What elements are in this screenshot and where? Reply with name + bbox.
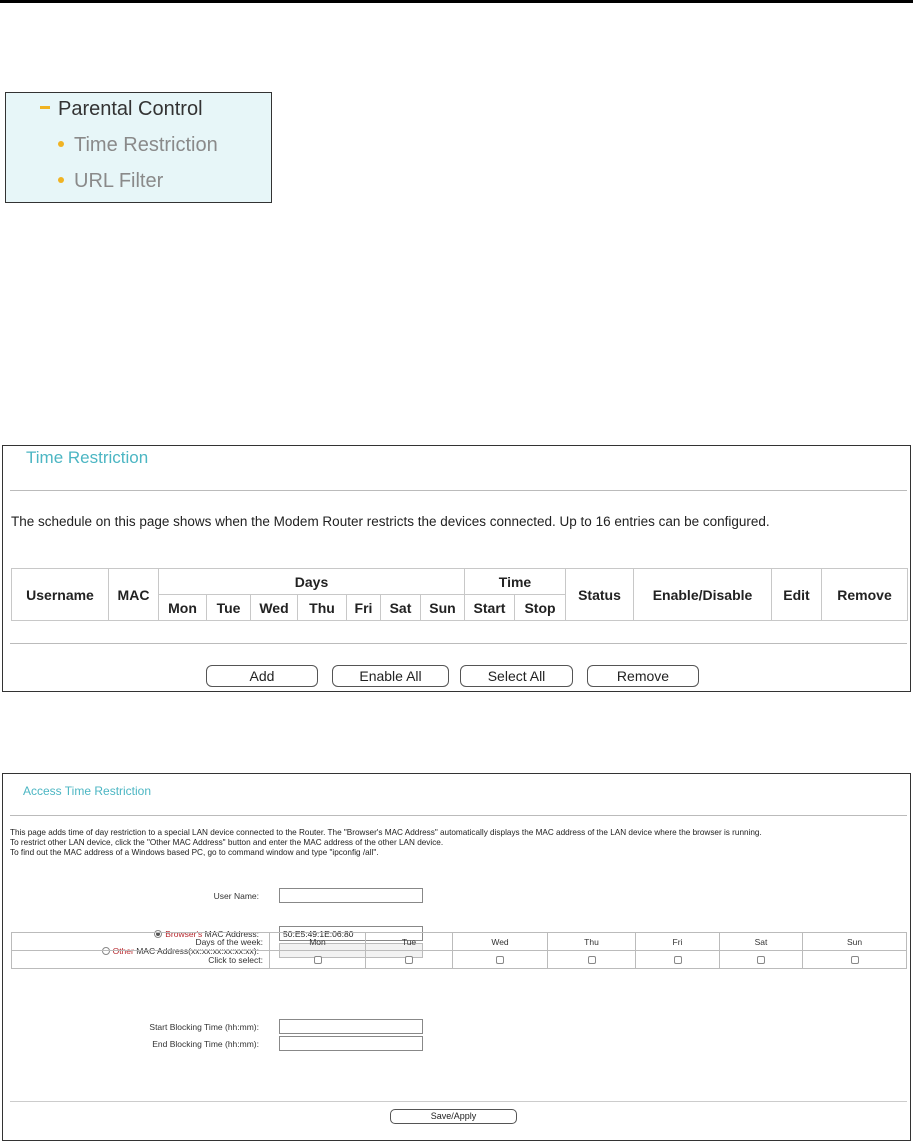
save-apply-button[interactable]: Save/Apply [390, 1109, 517, 1124]
divider [10, 815, 907, 816]
panel-title: Access Time Restriction [23, 784, 152, 798]
col-header-tue: Tue [207, 595, 251, 621]
col-header-enable-disable: Enable/Disable [634, 569, 772, 621]
sidebar-item-label: URL Filter [74, 170, 164, 192]
days-of-week-label: Days of the week: [12, 933, 270, 951]
sidebar-item-label: Parental Control [58, 98, 203, 120]
checkbox-sun[interactable] [851, 956, 859, 964]
checkbox-fri[interactable] [674, 956, 682, 964]
day-cell-wed [453, 951, 548, 969]
select-all-button[interactable]: Select All [460, 665, 573, 687]
browser-mac-label-highlight: Browser's [165, 929, 203, 939]
divider [10, 1101, 907, 1102]
top-border [0, 0, 913, 3]
col-header-fri: Fri [347, 595, 381, 621]
click-to-select-label: Click to select: [12, 951, 270, 969]
col-header-start: Start [465, 595, 515, 621]
start-blocking-time-input[interactable] [279, 1019, 423, 1034]
checkbox-mon[interactable] [314, 956, 322, 964]
table-header-row [12, 569, 908, 595]
col-header-stop: Stop [515, 595, 566, 621]
col-header-days: Days [159, 569, 465, 595]
day-cell-mon [270, 951, 366, 969]
day-cell-thu [548, 951, 636, 969]
other-mac-label-text: MAC Address(xx:xx:xx:xx:xx:xx): [133, 946, 259, 956]
other-mac-label-highlight: Other [112, 946, 134, 956]
sidebar-item-time-restriction[interactable] [58, 134, 218, 157]
end-blocking-time-input[interactable] [279, 1036, 423, 1051]
day-label-sat: Sat [720, 933, 803, 951]
day-label-tue: Tue [366, 933, 453, 951]
sidebar-menu [5, 92, 272, 203]
divider [10, 643, 907, 644]
day-label-fri: Fri [636, 933, 720, 951]
description-line: To restrict other LAN device, click the "Other MAC Address" button and enter the MAC address of the other LAN device. [10, 838, 444, 847]
divider [10, 490, 907, 491]
panel-description: The schedule on this page shows when the Modem Router restricts the devices connected. Up to 16 entries can be configured. [11, 514, 770, 529]
days-of-week-table [11, 932, 907, 969]
checkbox-thu[interactable] [588, 956, 596, 964]
description-line: To find out the MAC address of a Windows based PC, go to command window and type "ipconfig /all". [10, 848, 379, 857]
remove-button[interactable]: Remove [587, 665, 699, 687]
access-time-restriction-panel [2, 773, 911, 1141]
day-label-thu: Thu [548, 933, 636, 951]
days-header-row [12, 933, 907, 951]
col-header-username: Username [12, 569, 109, 621]
enable-all-button[interactable]: Enable All [332, 665, 449, 687]
time-restriction-panel [2, 445, 911, 692]
user-name-input[interactable] [279, 888, 423, 903]
days-checkbox-row [12, 951, 907, 969]
col-header-status: Status [566, 569, 634, 621]
col-header-time: Time [465, 569, 566, 595]
browser-mac-label-text: MAC Address: [202, 929, 259, 939]
col-header-sat: Sat [381, 595, 421, 621]
end-blocking-time-label: End Blocking Time (hh:mm): [152, 1039, 259, 1049]
panel-description [10, 828, 762, 858]
checkbox-sat[interactable] [757, 956, 765, 964]
col-header-sun: Sun [421, 595, 465, 621]
checkbox-tue[interactable] [405, 956, 413, 964]
panel-title: Time Restriction [26, 448, 149, 467]
bullet-icon [58, 141, 64, 147]
col-header-mon: Mon [159, 595, 207, 621]
start-blocking-time-label: Start Blocking Time (hh:mm): [149, 1022, 259, 1032]
description-line: This page adds time of day restriction to a special LAN device connected to the Router. The "Browser's MAC Address" automatically displays the MAC address of the LAN device where the browser is running. [10, 828, 762, 837]
collapse-dash-icon [40, 106, 50, 109]
col-header-thu: Thu [298, 595, 347, 621]
col-header-remove: Remove [822, 569, 908, 621]
day-cell-sat [720, 951, 803, 969]
add-button[interactable]: Add [206, 665, 318, 687]
col-header-edit: Edit [772, 569, 822, 621]
checkbox-wed[interactable] [496, 956, 504, 964]
user-name-label: User Name: [213, 891, 259, 901]
sidebar-item-parental-control[interactable] [40, 98, 203, 121]
day-cell-tue [366, 951, 453, 969]
day-label-sun: Sun [803, 933, 907, 951]
col-header-mac: MAC [109, 569, 159, 621]
day-label-wed: Wed [453, 933, 548, 951]
day-label-mon: Mon [270, 933, 366, 951]
col-header-wed: Wed [251, 595, 298, 621]
sidebar-item-url-filter[interactable] [58, 170, 163, 193]
sidebar-item-label: Time Restriction [74, 134, 218, 156]
bullet-icon [58, 177, 64, 183]
day-cell-sun [803, 951, 907, 969]
day-cell-fri [636, 951, 720, 969]
schedule-table [11, 568, 908, 621]
